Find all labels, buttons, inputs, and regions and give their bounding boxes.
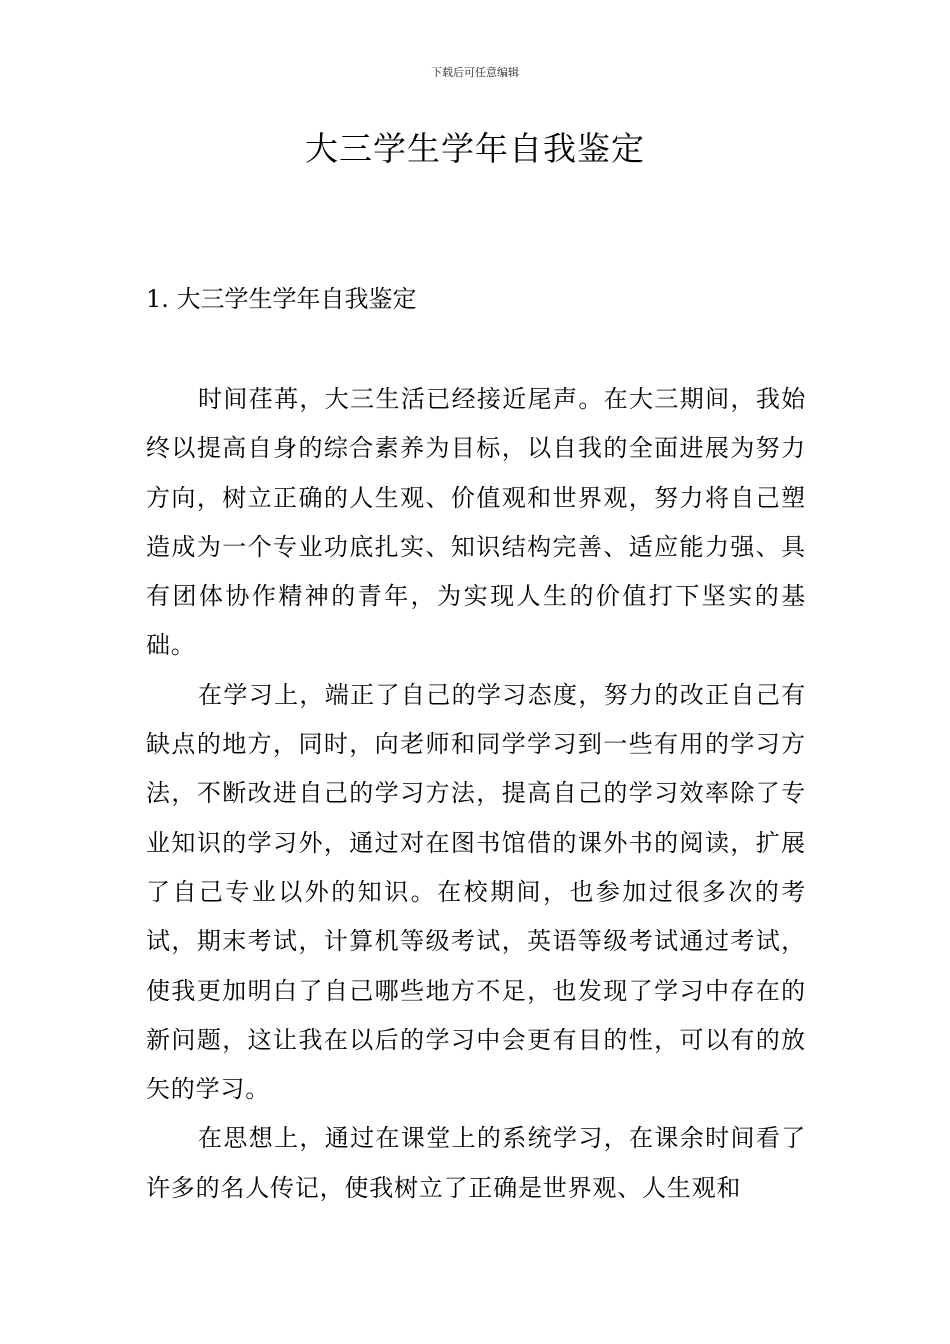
- paragraph-thought: 在思想上，通过在课堂上的系统学习，在课余时间看了许多的名人传记，使我树立了正确是世界观、人生观和: [146, 1124, 806, 1202]
- document-title: 大三学生学年自我鉴定: [305, 129, 645, 168]
- document-body: [146, 375, 806, 1213]
- paragraph-study: 在学习上，端正了自己的学习态度，努力的改正自己有缺点的地方，同时，向老师和同学学习到一些有用的学习方法，不断改进自己的学习方法，提高自己的学习效率除了专业知识的学习外，通过对在图书馆借的课外书的阅读，扩展了自己专业以外的知识。在校期间，也参加过很多次的考试，期末考试，计算机等级考试，英语等级考试通过考试，使我更加明白了自己哪些地方不足，也发现了学习中存在的新问题，这让我在以后的学习中会更有目的性，可以有的放矢的学习。: [146, 680, 806, 1104]
- paragraph-intro: 时间荏苒，大三生活已经接近尾声。在大三期间，我始终以提高自身的综合素养为目标，以自我的全面进展为努力方向，树立正确的人生观、价值观和世界观，努力将自己塑造成为一个专业功底扎实、知识结构完善、适应能力强、具有团体协作精神的青年，为实现人生的价值打下坚实的基础。: [146, 385, 806, 660]
- section-heading: 1. 大三学生学年自我鉴定: [146, 285, 417, 313]
- header-note: 下载后可任意编辑: [431, 66, 519, 79]
